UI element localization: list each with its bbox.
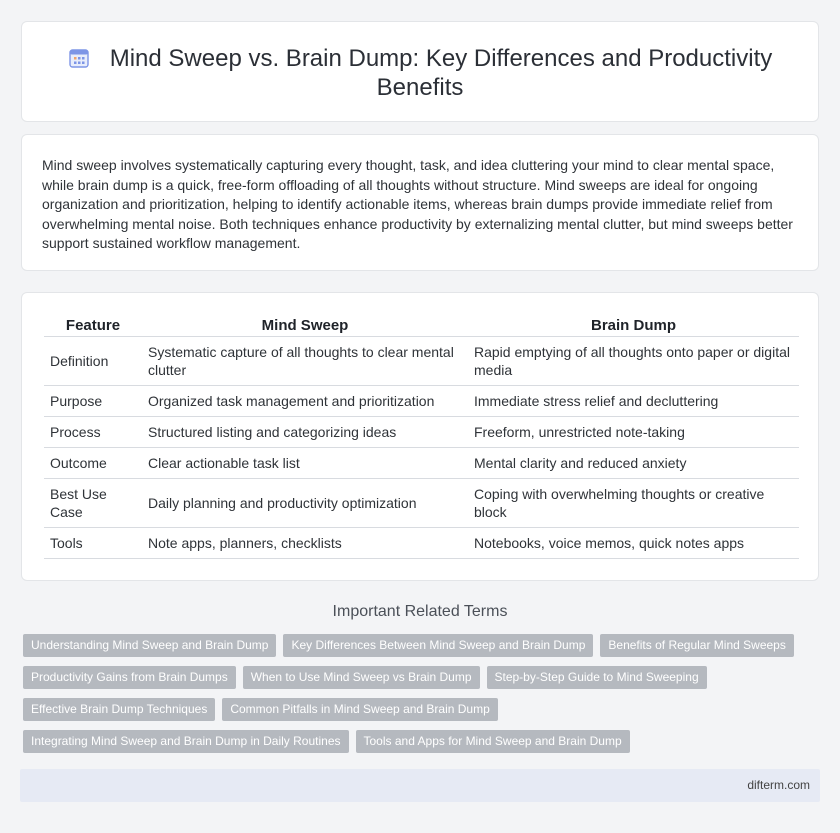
related-term-tag[interactable]: When to Use Mind Sweep vs Brain Dump — [243, 666, 480, 689]
related-term-tag[interactable]: Effective Brain Dump Techniques — [23, 698, 215, 721]
table-row — [44, 417, 799, 448]
related-term-tag[interactable]: Step-by-Step Guide to Mind Sweeping — [487, 666, 707, 689]
related-term-tag[interactable]: Benefits of Regular Mind Sweeps — [600, 634, 793, 657]
table-header-row — [44, 315, 799, 337]
header-mind-sweep: Mind Sweep — [142, 315, 468, 337]
row-brain-dump: Mental clarity and reduced anxiety — [468, 448, 799, 479]
row-feature: Best Use Case — [44, 479, 142, 528]
row-mind-sweep: Systematic capture of all thoughts to clear mental clutter — [142, 337, 468, 386]
intro-card — [21, 134, 819, 271]
row-mind-sweep: Clear actionable task list — [142, 448, 468, 479]
tag-row — [23, 698, 813, 721]
tag-row — [23, 634, 813, 657]
page-title-wrap — [22, 44, 818, 102]
table-row — [44, 479, 799, 528]
related-term-tag[interactable]: Understanding Mind Sweep and Brain Dump — [23, 634, 276, 657]
related-term-tag[interactable]: Tools and Apps for Mind Sweep and Brain Dump — [356, 730, 630, 753]
related-term-tag[interactable]: Productivity Gains from Brain Dumps — [23, 666, 236, 689]
header-brain-dump: Brain Dump — [468, 315, 799, 337]
related-terms-title: Important Related Terms — [332, 603, 508, 620]
related-term-tag[interactable]: Key Differences Between Mind Sweep and Brain Dump — [283, 634, 593, 657]
comparison-table — [44, 315, 799, 559]
row-brain-dump: Immediate stress relief and decluttering — [468, 386, 799, 417]
tag-row — [23, 666, 813, 689]
comparison-card — [21, 292, 819, 581]
row-feature: Definition — [44, 337, 142, 386]
row-brain-dump: Freeform, unrestricted note-taking — [468, 417, 799, 448]
site-link[interactable]: difterm.com — [747, 778, 810, 792]
row-feature: Purpose — [44, 386, 142, 417]
row-brain-dump: Notebooks, voice memos, quick notes apps — [468, 528, 799, 559]
row-brain-dump: Coping with overwhelming thoughts or creative block — [468, 479, 799, 528]
page-title: Mind Sweep vs. Brain Dump: Key Differences and Productivity Benefits — [109, 45, 773, 101]
row-mind-sweep: Organized task management and prioritization — [142, 386, 468, 417]
footer — [20, 769, 820, 802]
table-row — [44, 337, 799, 386]
intro-text: Mind sweep involves systematically capturing every thought, task, and idea cluttering your mind to clear mental space, while brain dump is a quick, free-form offloading of all thoughts without structure. Mind sweeps are ideal for ongoing organization and prioritization, helping to identify actionable items, whereas brain dumps provide immediate relief from overwhelming mental noise. Both techniques enhance productivity by externalizing mental clutter, but mind sweeps better support sustained workflow management. — [42, 157, 793, 251]
tag-row — [23, 730, 813, 753]
related-term-tag[interactable]: Integrating Mind Sweep and Brain Dump in Daily Routines — [23, 730, 349, 753]
related-terms-tags — [23, 634, 813, 762]
row-feature: Process — [44, 417, 142, 448]
row-feature: Tools — [44, 528, 142, 559]
header-card — [21, 21, 819, 122]
row-mind-sweep: Note apps, planners, checklists — [142, 528, 468, 559]
table-row — [44, 386, 799, 417]
row-mind-sweep: Daily planning and productivity optimization — [142, 479, 468, 528]
calendar-icon — [68, 47, 90, 69]
table-row — [44, 448, 799, 479]
row-feature: Outcome — [44, 448, 142, 479]
row-mind-sweep: Structured listing and categorizing ideas — [142, 417, 468, 448]
row-brain-dump: Rapid emptying of all thoughts onto paper or digital media — [468, 337, 799, 386]
header-feature: Feature — [44, 315, 142, 337]
table-row — [44, 528, 799, 559]
related-term-tag[interactable]: Common Pitfalls in Mind Sweep and Brain Dump — [222, 698, 497, 721]
